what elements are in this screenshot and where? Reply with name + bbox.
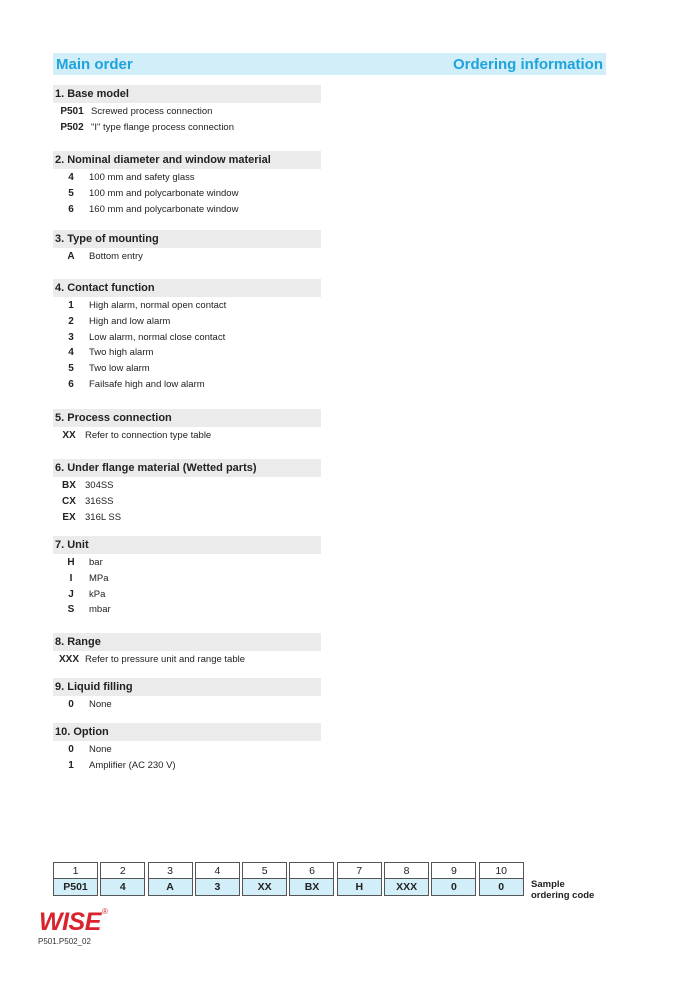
item-desc: 316L SS	[85, 511, 122, 523]
item-desc: mbar	[89, 604, 111, 616]
item-code: 4	[68, 172, 74, 183]
item-code: P501	[60, 106, 84, 117]
item-desc: Failsafe high and low alarm	[89, 378, 205, 390]
item-desc: 100 mm and safety glass	[89, 172, 195, 183]
item-code: EX	[62, 511, 76, 523]
item-code: 2	[68, 315, 74, 327]
item-code: 1	[68, 759, 74, 771]
list-item	[53, 361, 321, 377]
item-code: 0	[68, 699, 74, 710]
item-code: 4	[68, 347, 74, 359]
item-desc: Refer to connection type table	[85, 430, 212, 441]
item-code: H	[67, 557, 75, 568]
list-item	[53, 330, 321, 346]
item-code: 3	[68, 331, 74, 343]
section-title: 10. Option	[53, 723, 321, 741]
list-item	[53, 587, 321, 603]
item-code: S	[67, 604, 75, 616]
list-item	[53, 170, 321, 186]
code-cell	[53, 862, 98, 896]
item-code: CX	[62, 495, 76, 507]
section-title: 6. Under flange material (Wetted parts)	[53, 459, 321, 477]
item-desc: MPa	[89, 572, 109, 584]
section-title: 4. Contact function	[53, 279, 321, 297]
cell-number: 5	[242, 862, 287, 879]
section-title: 5. Process connection	[53, 409, 321, 427]
item-desc: 100 mm and polycarbonate window	[89, 187, 239, 199]
doc-id-text: P501.P502_02	[38, 937, 91, 946]
section-nominal-diameter	[53, 151, 321, 217]
item-desc: High alarm, normal open contact	[89, 300, 227, 311]
list-item	[53, 742, 321, 758]
registered-mark: ®	[102, 907, 108, 916]
sample-label-line2: ordering code	[531, 890, 595, 901]
list-item	[53, 249, 321, 265]
main-order-title: Main order	[56, 55, 133, 73]
item-desc: 160 mm and polycarbonate window	[89, 203, 239, 215]
list-item	[53, 652, 321, 668]
cell-number: 10	[479, 862, 524, 879]
list-item	[53, 571, 321, 587]
ordering-information-title: Ordering information	[453, 55, 603, 73]
item-desc: bar	[89, 557, 103, 568]
section-mounting	[53, 230, 321, 265]
item-code: BX	[62, 480, 76, 491]
sample-code-table	[53, 862, 526, 896]
cell-number: 2	[100, 862, 145, 879]
cell-value: 3	[195, 879, 240, 896]
section-liquid-filling	[53, 678, 321, 713]
cell-value: XX	[242, 879, 287, 896]
item-desc: Low alarm, normal close contact	[89, 331, 226, 343]
item-desc: High and low alarm	[89, 315, 171, 327]
code-cell	[242, 862, 287, 896]
cell-number: 1	[53, 862, 98, 879]
section-base-model	[53, 85, 321, 136]
code-cell	[384, 862, 429, 896]
section-title: 8. Range	[53, 633, 321, 651]
wise-logo-icon	[38, 904, 110, 934]
section-title: 3. Type of mounting	[53, 230, 321, 248]
item-desc: None	[89, 744, 112, 755]
code-cell	[337, 862, 382, 896]
list-item	[53, 377, 321, 393]
item-code: A	[67, 251, 75, 262]
item-code: 0	[68, 744, 74, 755]
item-code: 5	[68, 363, 74, 375]
item-desc: 316SS	[85, 495, 114, 507]
code-cell	[289, 862, 334, 896]
item-desc: Two high alarm	[89, 347, 154, 359]
cell-number: 9	[431, 862, 476, 879]
item-desc: Refer to pressure unit and range table	[85, 654, 246, 665]
section-title: 7. Unit	[53, 536, 321, 554]
list-item	[53, 697, 321, 713]
item-code: 6	[68, 378, 74, 390]
code-cell	[148, 862, 193, 896]
cell-number: 6	[289, 862, 334, 879]
section-flange-material	[53, 459, 321, 525]
section-unit	[53, 536, 321, 618]
list-item	[53, 478, 321, 494]
cell-value: P501	[53, 879, 98, 896]
section-title: 1. Base model	[53, 85, 321, 103]
item-desc: None	[89, 699, 112, 710]
code-cell	[100, 862, 145, 896]
list-item	[53, 555, 321, 571]
cell-value: BX	[289, 879, 334, 896]
code-cell	[431, 862, 476, 896]
section-contact-function	[53, 279, 321, 393]
wise-logo	[38, 904, 110, 939]
item-code: I	[69, 572, 73, 584]
code-cell	[479, 862, 524, 896]
item-desc: Bottom entry	[89, 251, 143, 262]
section-option	[53, 723, 321, 774]
item-code: J	[68, 588, 74, 600]
item-desc: 304SS	[85, 480, 114, 491]
sample-ordering-code-label	[531, 879, 594, 901]
list-item	[53, 345, 321, 361]
code-cell	[195, 862, 240, 896]
list-item	[53, 186, 321, 202]
cell-number: 4	[195, 862, 240, 879]
header-bar	[53, 53, 606, 75]
cell-value: 0	[479, 879, 524, 896]
list-item	[53, 602, 321, 618]
item-desc: Two low alarm	[89, 363, 150, 375]
list-item	[53, 428, 321, 444]
item-code: 1	[68, 300, 74, 311]
section-title: 9. Liquid filling	[53, 678, 321, 696]
item-desc: "I" type flange process connection	[91, 121, 234, 133]
cell-number: 3	[148, 862, 193, 879]
list-item	[53, 758, 321, 774]
item-code: 5	[68, 187, 74, 199]
list-item	[53, 314, 321, 330]
cell-value: A	[148, 879, 193, 896]
list-item	[53, 104, 321, 120]
list-item	[53, 298, 321, 314]
list-item	[53, 494, 321, 510]
section-range	[53, 633, 321, 668]
section-title: 2. Nominal diameter and window material	[53, 151, 321, 169]
list-item	[53, 510, 321, 526]
list-item	[53, 120, 321, 136]
section-process-connection	[53, 409, 321, 444]
cell-value: H	[337, 879, 382, 896]
cell-number: 8	[384, 862, 429, 879]
item-code: P502	[60, 121, 84, 133]
cell-value: 0	[431, 879, 476, 896]
sample-label-line1: Sample	[531, 879, 565, 890]
document-id	[38, 937, 91, 946]
cell-value: 4	[100, 879, 145, 896]
item-desc: Amplifier (AC 230 V)	[89, 759, 176, 771]
item-code: 6	[68, 203, 74, 215]
list-item	[53, 202, 321, 218]
cell-number: 7	[337, 862, 382, 879]
logo-wordmark: WISE	[39, 908, 101, 934]
item-code: XXX	[58, 654, 79, 665]
item-code: XX	[62, 430, 76, 441]
item-desc: kPa	[89, 588, 106, 600]
item-desc: Screwed process connection	[91, 106, 213, 117]
cell-value: XXX	[384, 879, 429, 896]
